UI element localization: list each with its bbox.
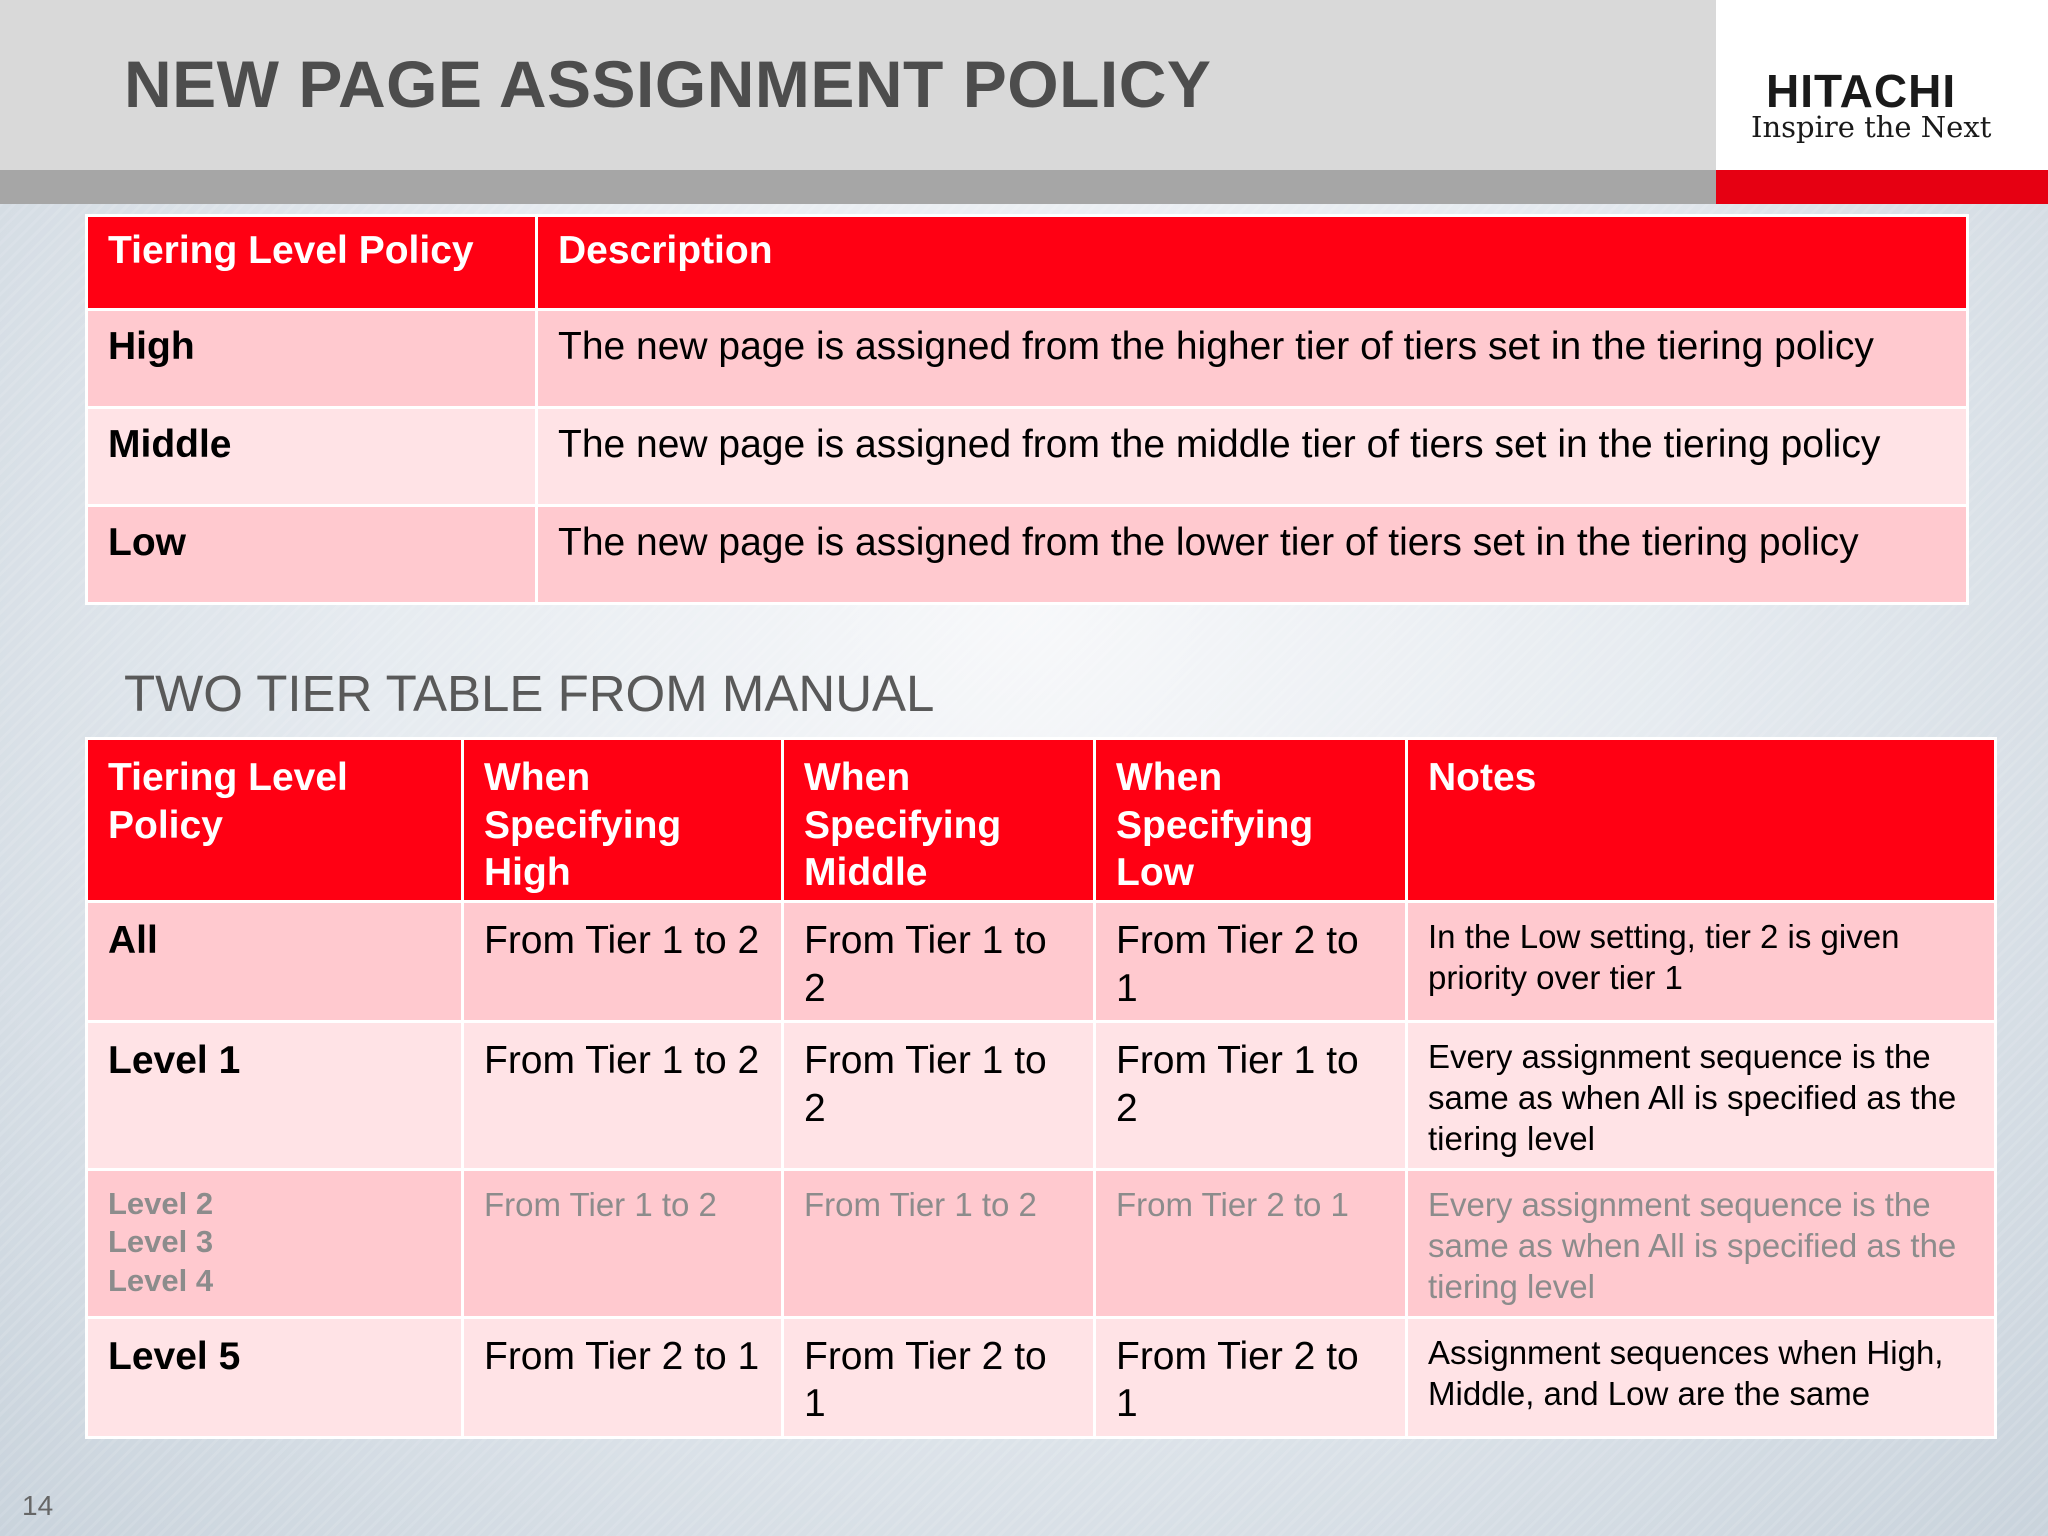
tier-level-label: All <box>87 902 463 1022</box>
tier-cell-high: From Tier 1 to 2 <box>463 1022 783 1170</box>
tier-level-label <box>87 1169 463 1317</box>
tier-cell-low: From Tier 2 to 1 <box>1095 902 1407 1022</box>
logo-red-bar <box>1716 170 2048 204</box>
policy-label: High <box>87 310 537 408</box>
tier-table-header-row <box>87 739 1996 902</box>
policy-label: Low <box>87 506 537 604</box>
tier-cell-middle: From Tier 2 to 1 <box>783 1317 1095 1437</box>
tier-cell-low: From Tier 1 to 2 <box>1095 1022 1407 1170</box>
tier-level-label: Level 1 <box>87 1022 463 1170</box>
table-row <box>87 902 1996 1022</box>
table-row <box>87 506 1968 604</box>
table-row <box>87 1317 1996 1437</box>
header-underline-bar <box>0 170 1716 204</box>
policy-header-tiering-level: Tiering Level Policy <box>87 216 537 310</box>
section-title: TWO TIER TABLE FROM MANUAL <box>124 665 935 722</box>
policy-description: The new page is assigned from the middle tier of tiers set in the tiering policy <box>537 408 1968 506</box>
tier-header-middle: When Specifying Middle <box>783 739 1095 902</box>
tier-header-tiering-level: Tiering Level Policy <box>87 739 463 902</box>
tier-cell-low: From Tier 2 to 1 <box>1095 1169 1407 1317</box>
tier-level-label-line: Level 3 <box>108 1224 214 1260</box>
tier-cell-high: From Tier 2 to 1 <box>463 1317 783 1437</box>
tier-cell-notes: Assignment sequences when High, Middle, and Low are the same <box>1407 1317 1996 1437</box>
page-number: 14 <box>22 1490 54 1521</box>
hitachi-logo-wordmark: HITACHI <box>1766 65 1957 117</box>
table-row <box>87 310 1968 408</box>
tier-level-label-line: Level 4 <box>108 1262 214 1298</box>
policy-label: Middle <box>87 408 537 506</box>
tier-table <box>85 737 1997 1439</box>
tier-cell-middle: From Tier 1 to 2 <box>783 1169 1095 1317</box>
table-row <box>87 408 1968 506</box>
tier-level-label-line: Level 2 <box>108 1185 214 1221</box>
policy-table-header-row <box>87 216 1968 310</box>
tier-cell-notes: Every assignment sequence is the same as when All is specified as the tiering level <box>1407 1169 1996 1317</box>
tier-header-high: When Specifying High <box>463 739 783 902</box>
tier-cell-middle: From Tier 1 to 2 <box>783 902 1095 1022</box>
policy-description: The new page is assigned from the lower tier of tiers set in the tiering policy <box>537 506 1968 604</box>
table-row <box>87 1169 1996 1317</box>
policy-description: The new page is assigned from the higher tier of tiers set in the tiering policy <box>537 310 1968 408</box>
tier-cell-notes: In the Low setting, tier 2 is given priority over tier 1 <box>1407 902 1996 1022</box>
tier-cell-middle: From Tier 1 to 2 <box>783 1022 1095 1170</box>
policy-header-description: Description <box>537 216 1968 310</box>
tier-header-notes: Notes <box>1407 739 1996 902</box>
hitachi-logo-tagline: Inspire the Next <box>1751 110 1992 144</box>
tier-level-label: Level 5 <box>87 1317 463 1437</box>
policy-table <box>85 214 1969 605</box>
tier-header-low: When Specifying Low <box>1095 739 1407 902</box>
table-row <box>87 1022 1996 1170</box>
tier-cell-high: From Tier 1 to 2 <box>463 902 783 1022</box>
page-title: NEW PAGE ASSIGNMENT POLICY <box>124 47 1212 121</box>
tier-cell-notes: Every assignment sequence is the same as when All is specified as the tiering level <box>1407 1022 1996 1170</box>
tier-cell-high: From Tier 1 to 2 <box>463 1169 783 1317</box>
tier-cell-low: From Tier 2 to 1 <box>1095 1317 1407 1437</box>
